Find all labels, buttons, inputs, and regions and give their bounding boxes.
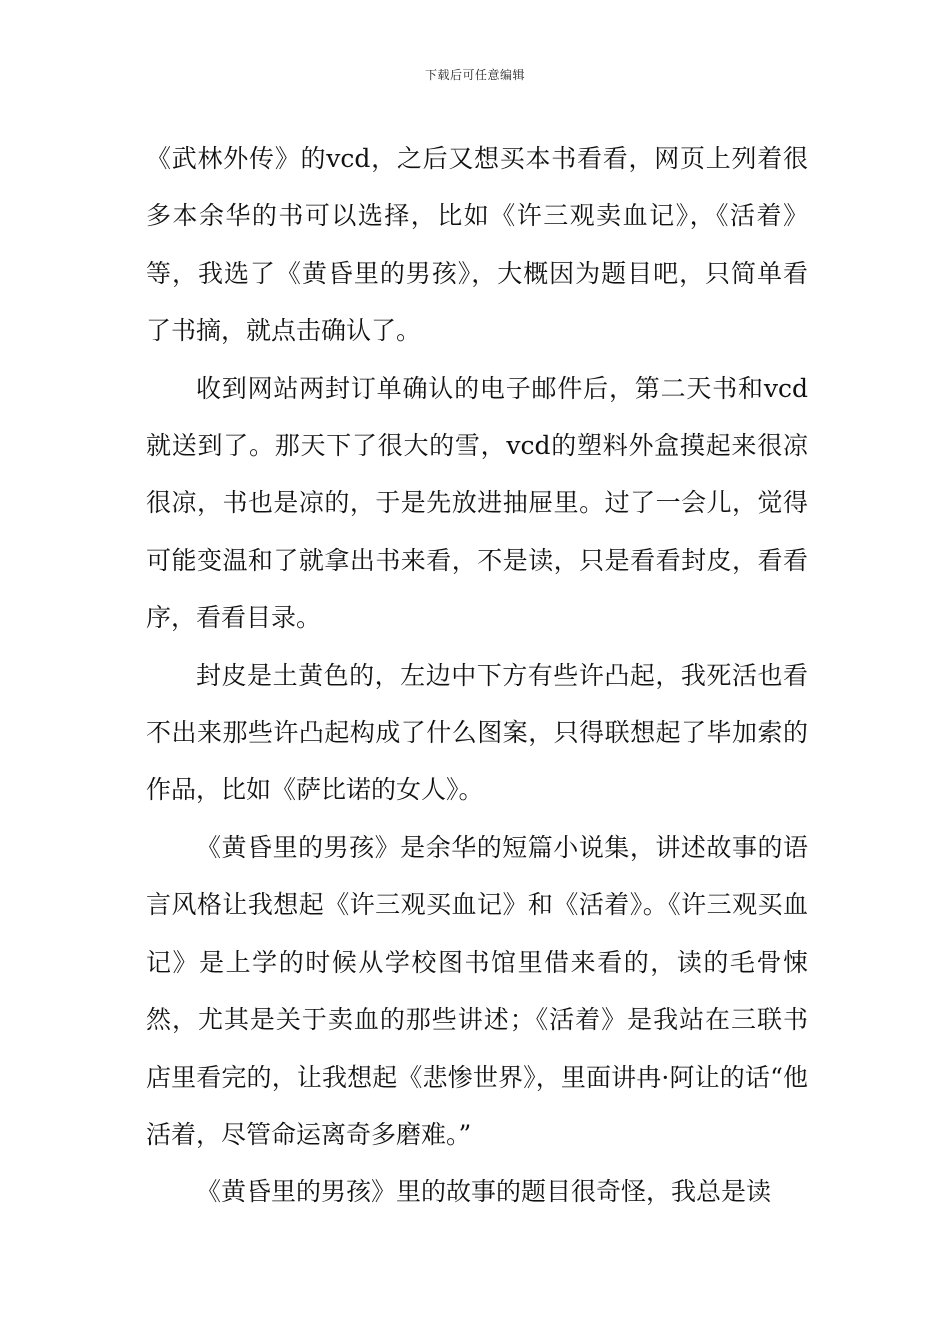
paragraph-4: 《黄昏里的男孩》是余华的短篇小说集，讲述故事的语言风格让我想起《许三观买血记》和《活着》。《许三观买血记》是上学的时候从学校图书馆里借来看的，读的毛骨悚然，尤其是关于卖血的那些讲述；《活着》是我站在三联书店里看完的，让我想起《悲惨世界》，里面讲冉·阿让的话“他活着，尽管命运离奇多磨难。”: [146, 832, 808, 1149]
paragraph-2: 收到网站两封订单确认的电子邮件后，第二天书和vcd就送到了。那天下了很大的雪，vcd的塑料外盒摸起来很凉很凉，书也是凉的，于是先放进抽屉里。过了一会儿，觉得可能变温和了就拿出书来看，不是读，只是看看封皮，看看序，看看目录。: [146, 373, 808, 633]
paragraph-5: 《黄昏里的男孩》里的故事的题目很奇怪，我总是读: [196, 1177, 772, 1207]
document-body: [146, 130, 808, 1221]
paragraph-3: 封皮是土黄色的，左边中下方有些许凸起，我死活也看不出来那些许凸起构成了什么图案，只得联想起了毕加索的作品，比如《萨比诺的女人》。: [146, 660, 808, 805]
page-header: 下载后可任意编辑: [424, 68, 525, 82]
paragraph-1: 《武林外传》的vcd，之后又想买本书看看，网页上列着很多本余华的书可以选择，比如《许三观卖血记》，《活着》等，我选了《黄昏里的男孩》，大概因为题目吧，只简单看了书摘，就点击确认了。: [146, 144, 808, 346]
